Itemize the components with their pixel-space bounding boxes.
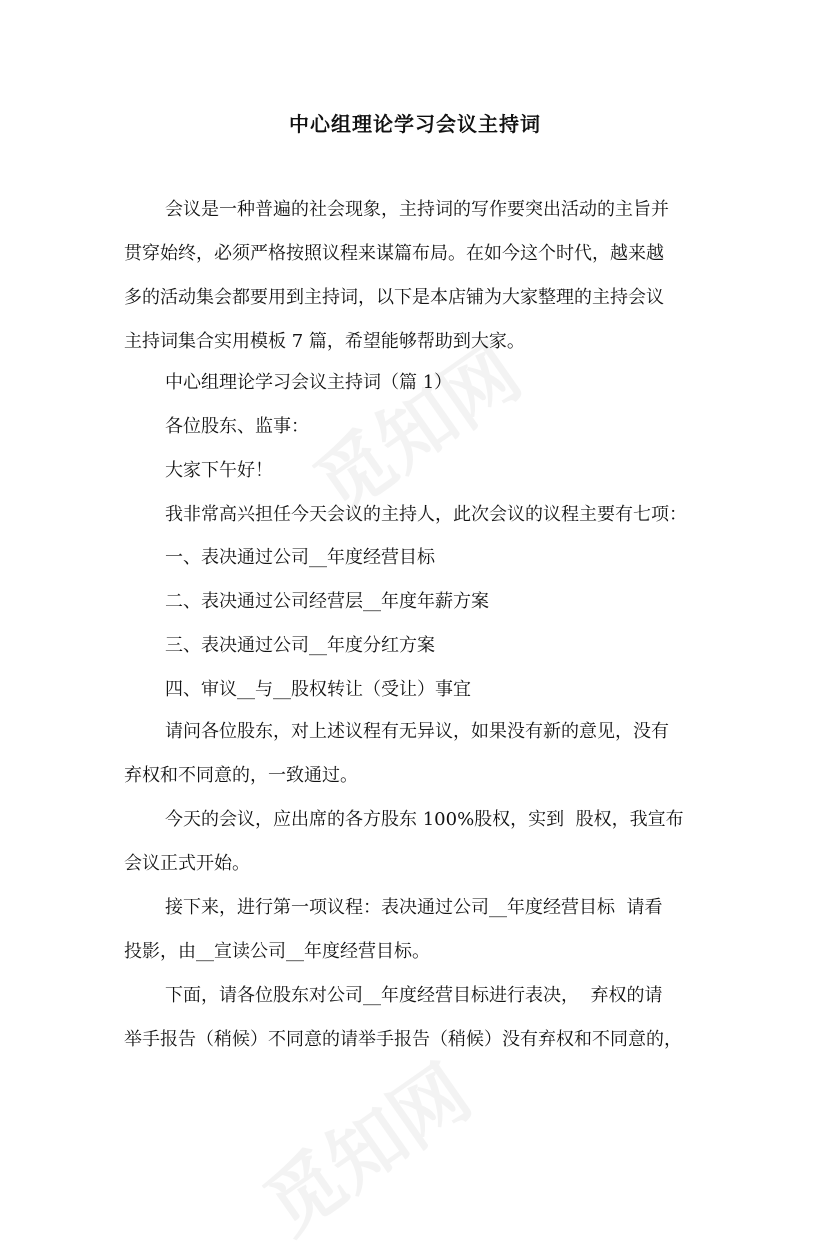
watermark <box>239 1034 488 1254</box>
salutation: 各位股东、监事： <box>165 416 309 437</box>
vote-line-1: 下面，请各位股东对公司__年度经营目标进行表决， 弃权的请 <box>165 985 663 1006</box>
intro-line-3: 多的活动集会都要用到主持词，以下是本店铺为大家整理的主持会议 <box>124 287 664 308</box>
agenda-item: 二、表决通过公司经营层__年度年薪方案 <box>165 591 489 612</box>
today-line-2: 会议正式开始。 <box>124 853 250 874</box>
today-line-1: 今天的会议，应出席的各方股东 100%股权，实到 股权，我宣布 <box>165 809 684 830</box>
question-line-2: 弃权和不同意的，一致通过。 <box>124 765 358 786</box>
agenda-intro: 我非常高兴担任今天会议的主持人，此次会议的议程主要有七项： <box>165 504 687 525</box>
section-heading: 中心组理论学习会议主持词（篇 1） <box>165 372 453 393</box>
agenda-item: 三、表决通过公司__年度分红方案 <box>165 635 435 656</box>
document-title: 中心组理论学习会议主持词 <box>289 112 541 136</box>
agenda-item: 四、审议__与__股权转让（受让）事宜 <box>165 679 471 700</box>
greeting: 大家下午好！ <box>165 460 273 481</box>
question-line-1: 请问各位股东，对上述议程有无异议，如果没有新的意见，没有 <box>165 721 669 742</box>
next-item-line-1: 接下来，进行第一项议程：表决通过公司__年度经营目标 请看 <box>165 897 663 918</box>
vote-line-2: 举手报告（稍候）不同意的请举手报告（稍候）没有弃权和不同意的， <box>124 1029 682 1050</box>
agenda-item: 一、表决通过公司__年度经营目标 <box>165 547 435 568</box>
intro-line-4: 主持词集合实用模板 7 篇，希望能够帮助到大家。 <box>124 331 525 352</box>
intro-line-2: 贯穿始终，必须严格按照议程来谋篇布局。在如今这个时代，越来越 <box>124 243 664 264</box>
intro-line-1: 会议是一种普遍的社会现象，主持词的写作要突出活动的主旨并 <box>165 199 669 220</box>
next-item-line-2: 投影，由__宣读公司__年度经营目标。 <box>124 941 430 962</box>
